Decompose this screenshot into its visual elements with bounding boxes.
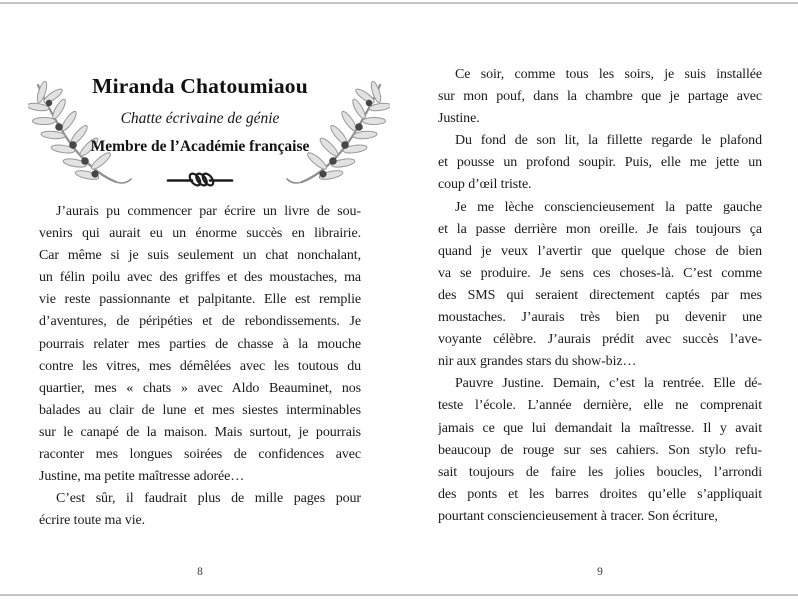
text-line: sur mon pouf, dans la chambre que je partage avec [438,89,762,105]
text-line: quartier, mes « chats » avec Aldo Beauminet, nos [39,380,361,396]
right-page-text [438,64,762,528]
text-line: coup d’œil triste. [438,177,532,193]
text-line: venirs qui aurait eu un énorme succès en librairie. [39,226,361,242]
left-page [39,0,361,601]
chapter-subtitle: Chatte écrivaine de génie [120,110,280,127]
text-line: raconter mes longues soirées de confidences avec [39,447,361,463]
text-line: contre les vitres, mes démêlées avec les toutous du [39,358,361,374]
text-line: des ponts et les barres droites qu’elle s’appliquait [438,486,762,502]
text-line: sait toujours de faire les jolies boucles, l’arrondi [438,464,762,480]
text-line: moustaches. J’aurais très bien pu devenir une [438,310,762,326]
text-line: va se produire. Je sens ces choses-là. C’est comme [438,265,762,281]
text-line: écrire toute ma vie. [39,513,146,529]
text-line: beaucoup de rouge sur ses cahiers. Son stylo refu- [438,442,762,458]
text-line: Je me lèche consciencieusement la patte gauche [455,199,762,215]
chapter-title: Miranda Chatoumiaou [92,74,308,98]
text-line: Justine. [438,111,480,127]
chapter-header [39,0,361,188]
chapter-affiliation: Membre de l’Académie française [90,138,310,155]
text-line: Ce soir, comme tous les soirs, je suis installée [455,67,762,82]
left-page-number: 8 [197,566,203,578]
text-line: pourrais relater mes parties de chasse à la mouche [39,336,361,352]
text-line: d’aventures, de péripéties et de rebondissements. Je [39,314,361,330]
text-line: J’aurais pu commencer par écrire un livre de sou- [56,204,361,219]
text-line: sur le canapé de la maison. Mais surtout, je pourrais [39,424,361,440]
right-page-number: 9 [597,566,603,578]
text-line: nir aux grandes stars du show-biz… [438,354,637,370]
text-line: Justine, ma petite maîtresse adorée… [39,469,245,485]
text-line: Pauvre Justine. Demain, c’est la rentrée. Elle dé- [455,376,762,392]
text-line: Du fond de son lit, la fillette regarde le plafond [455,133,762,149]
text-line: C’est sûr, il faudrait plus de mille pages pour [56,491,361,507]
text-line: et la passe derrière mon oreille. Je fais toujours ça [438,221,762,237]
text-line: et pousse un profond soupir. Puis, elle me jette un [438,155,762,171]
text-line: vie reste passionnante et palpitante. Elle est remplie [39,292,361,308]
text-line: un félin poilu avec des griffes et des moustaches, ma [39,270,361,286]
text-line: voyante célèbre. J’aurais prédit avec succès l’ave- [438,332,762,348]
left-page-text [39,201,361,532]
text-line: balades au clair de lune et mes siestes interminables [39,402,361,418]
text-line: pourtant consciencieusement à tracer. Son écriture, [438,508,718,524]
knot-flourish-icon [165,170,235,188]
right-page [438,0,762,601]
text-line: Car même si je suis seulement un chat nonchalant, [39,248,361,264]
text-line: quand je veux l’avertir que quelque chose de bien [438,243,762,259]
text-line: des SMS qui seraient directement captés par mes [438,287,762,303]
text-line: jamais ce que lui demandait la maîtresse. Il y avait [438,420,762,436]
text-line: teste l’école. L’année dernière, elle ne comprenait [438,398,762,414]
